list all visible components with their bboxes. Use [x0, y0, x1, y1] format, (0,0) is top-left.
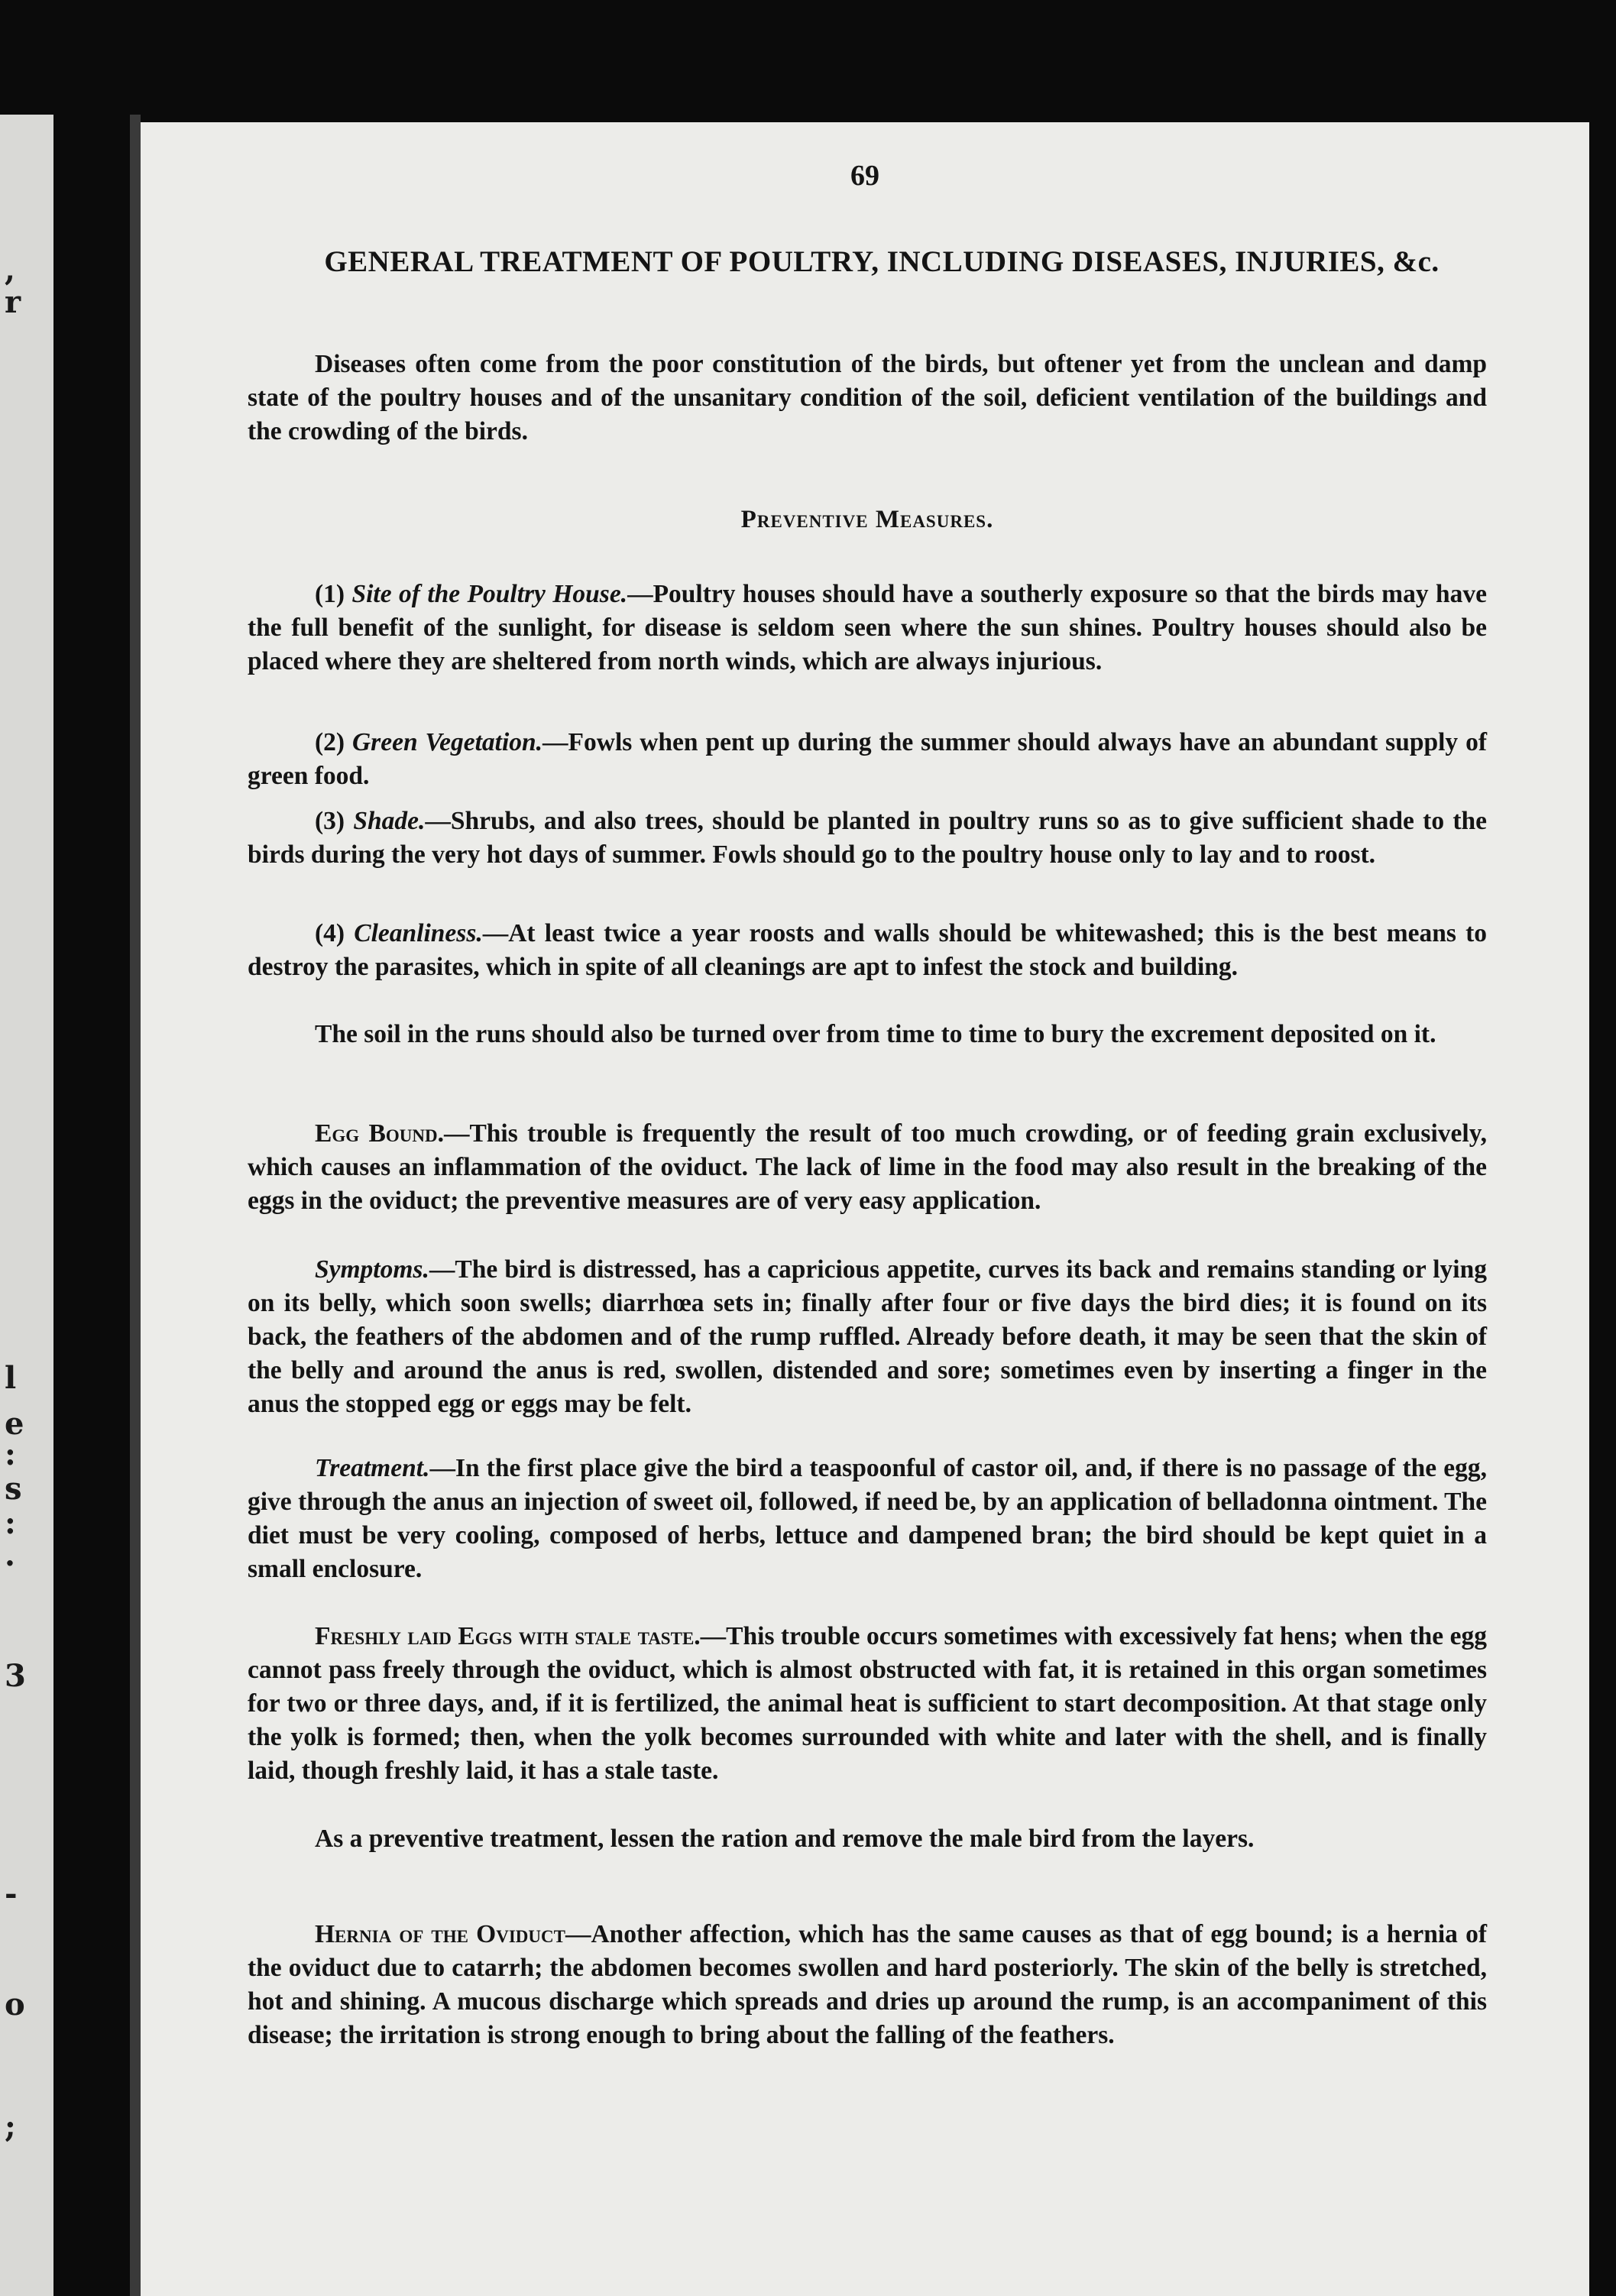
left-fragment: . [5, 1537, 15, 1573]
item-number: (3) [315, 807, 345, 835]
left-fragment: - [5, 1876, 18, 1912]
section-heading-preventive: Preventive Measures. [740, 506, 994, 533]
item-text: —Shrubs, and also trees, should be planted in poultry runs so as to give sufficient shade to the birds during the very hot days of summer. Fowls should go to the poultry house only to lay and to roost. [248, 807, 1487, 869]
item-title: Cleanliness. [354, 919, 483, 947]
left-page-edge [0, 115, 53, 2296]
left-fragment: e [5, 1406, 24, 1442]
item-text: —Poultry houses should have a southerly exposure so that the birds may have the full benefit of the sunlight, for disease is seldom seen where the sun shines. Poultry houses should also be placed where they are sheltered from north winds, which are always injurious. [248, 580, 1487, 675]
item-text: —At least twice a year roosts and walls should be whitewashed; this is the best means to destroy the parasites, which in spite of all cleanings are apt to infest the stock and building. [248, 919, 1487, 981]
item-text: —Fowls when pent up during the summer should always have an abundant supply of green food. [248, 728, 1487, 790]
soil-paragraph: The soil in the runs should also be turned over from time to time to bury the excrement deposited on it. [315, 1020, 1436, 1048]
symptoms-text: —The bird is distressed, has a capricious appetite, curves its back and remains standing or lying on its belly, which soon swells; diarrhœa sets in; finally after four or five days the bird dies; it is found on its back, the feathers of the abdomen and of the rump ruffled. Already before death, it may be seen that the skin of the belly and around the anus is red, swollen, distended and sore; sometimes even by inserting a finger in the anus the stopped egg or eggs may be felt. [248, 1255, 1487, 1418]
egg-bound-paragraph [248, 1117, 1487, 1218]
left-fragment: : [5, 1436, 16, 1472]
page-gutter [130, 115, 141, 2296]
left-fragment: r [5, 284, 21, 320]
item-number: (4) [315, 919, 345, 947]
left-fragment: ; [5, 2109, 16, 2145]
left-fragment: 3 [5, 1658, 26, 1694]
item-title: Site of the Poultry House. [351, 580, 628, 608]
stale-eggs-heading: Freshly laid Eggs with stale taste. [315, 1622, 701, 1650]
left-fragment: s [5, 1471, 22, 1507]
treatment-text: —In the first place give the bird a teaspoonful of castor oil, and, if there is no passage of the egg, give through the anus an injection of sweet oil, followed, if need be, by an application of belladonna ointment. The diet must be very cooling, composed of herbs, lettuce and dampened bran; the bird should be kept quiet in a small enclosure. [248, 1454, 1487, 1583]
egg-bound-heading: Egg Bound. [315, 1119, 444, 1148]
preventive-item [248, 726, 1487, 793]
book-page [141, 122, 1589, 2296]
hernia-heading: Hernia of the Oviduct [315, 1920, 565, 1948]
symptoms-paragraph [248, 1253, 1487, 1421]
item-number: (1) [315, 580, 345, 608]
treatment-paragraph [248, 1452, 1487, 1586]
preventive-item [248, 578, 1487, 678]
intro-paragraph: Diseases often come from the poor constitution of the birds, but oftener yet from the unclean and damp state of the poultry houses and of the unsanitary condition of the soil, deficient ventilation of the buildings and the crowding of the birds. [248, 350, 1487, 445]
left-fragment: : [5, 1505, 16, 1541]
stale-eggs-text: —This trouble occurs sometimes with excessively fat hens; when the egg cannot pass freely through the oviduct, which is almost obstructed with fat, it is retained in this organ sometimes for two or three days, and, if it is fertilized, the animal heat is sufficient to start decomposition. At that stage only the yolk is formed; then, when the yolk becomes surrounded with white and later with the shell, and is finally laid, though freshly laid, it has a stale taste. [248, 1622, 1487, 1785]
stale-eggs-paragraph [248, 1620, 1487, 1788]
page-title: GENERAL TREATMENT OF POULTRY, INCLUDING DISEASES, INJURIES, &c. [324, 245, 1440, 278]
page-number: 69 [850, 160, 879, 192]
treatment-label: Treatment. [315, 1454, 430, 1482]
left-fragment: , [5, 252, 15, 288]
stale-eggs-treatment: As a preventive treatment, lessen the ration and remove the male bird from the layers. [315, 1825, 1255, 1853]
preventive-item [248, 917, 1487, 984]
left-fragment: l [5, 1360, 17, 1396]
hernia-paragraph [248, 1918, 1487, 2052]
item-title: Shade. [353, 807, 426, 835]
symptoms-label: Symptoms. [315, 1255, 429, 1284]
left-fragment: o [5, 1987, 25, 2022]
item-title: Green Vegetation. [351, 728, 543, 756]
item-number: (2) [315, 728, 345, 756]
preventive-item [248, 805, 1487, 872]
egg-bound-text: —This trouble is frequently the result of too much crowding, or of feeding grain exclusively, which causes an inflammation of the oviduct. The lack of lime in the food may also result in the breaking of the eggs in the oviduct; the preventive measures are of very easy application. [248, 1119, 1487, 1215]
hernia-text: —Another affection, which has the same causes as that of egg bound; is a hernia of the oviduct due to catarrh; the abdomen becomes swollen and hard posteriorly. The skin of the belly is stretched, hot and shining. A mucous discharge which spreads and dries up around the rump, is an accompaniment of this disease; the irritation is strong enough to bring about the falling of the feathers. [248, 1920, 1487, 2049]
